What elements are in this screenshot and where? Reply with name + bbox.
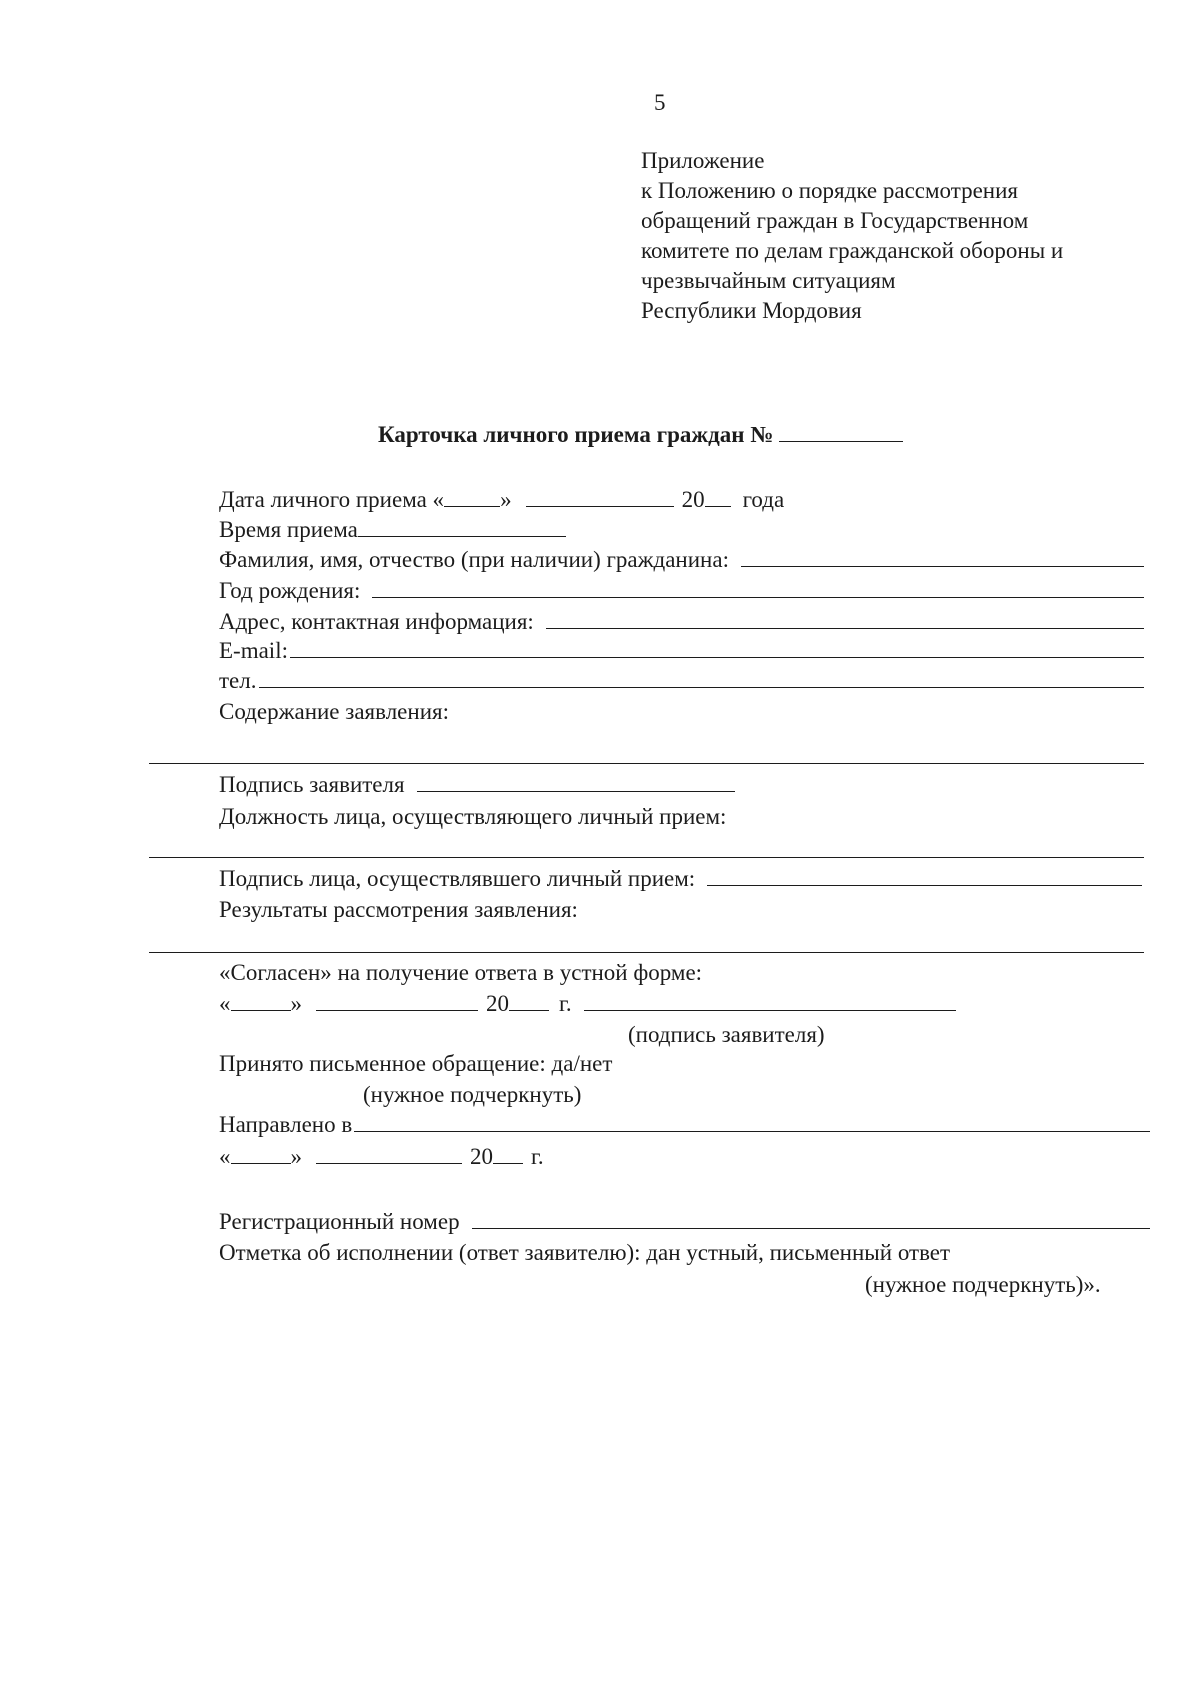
sent-open-quote: «: [219, 1144, 231, 1169]
appendix-line: комитете по делам гражданской обороны и: [641, 238, 1064, 263]
birth-row: [219, 578, 1144, 604]
execution-hint: (нужное подчеркнуть)».: [865, 1272, 1101, 1297]
day-blank: [444, 486, 500, 507]
appendix-line: к Положению о порядке рассмотрения: [641, 178, 1018, 203]
official-position-label: Должность лица, осуществляющего личный прием:: [219, 804, 727, 829]
email-blank: [290, 639, 1144, 658]
date-suffix: года: [742, 487, 785, 512]
agree-day-blank: [231, 990, 291, 1011]
month-blank: [526, 486, 674, 507]
sent-to-row: [219, 1112, 1150, 1138]
appendix-header: [641, 146, 1063, 326]
sent-to-label: Направлено в: [219, 1112, 353, 1137]
official-signature-blank: [707, 867, 1142, 886]
phone-label: тел.: [219, 668, 257, 693]
reg-number-label: Регистрационный номер: [219, 1209, 460, 1234]
execution-row: [219, 1240, 950, 1266]
address-label: Адрес, контактная информация:: [219, 609, 534, 634]
official-signature-label: Подпись лица, осуществлявшего личный прием:: [219, 866, 696, 891]
agree-open-quote: «: [219, 991, 231, 1016]
agree-year-blank: [509, 990, 549, 1011]
results-label: Результаты рассмотрения заявления:: [219, 897, 578, 922]
time-row: [219, 516, 566, 543]
birth-blank: [372, 579, 1144, 598]
sent-year-prefix: 20: [470, 1144, 493, 1169]
address-row: [219, 609, 1144, 635]
sent-date-row: [219, 1143, 544, 1170]
phone-row: [219, 668, 1144, 694]
year-blank: [705, 486, 731, 507]
time-label: Время приема: [219, 517, 358, 542]
applicant-signature-row: [219, 771, 735, 798]
sent-month-blank: [316, 1143, 462, 1164]
sent-close-quote: »: [290, 1144, 302, 1169]
agree-year-prefix: 20: [486, 991, 509, 1016]
fio-row: [219, 547, 1144, 573]
appendix-line: обращений граждан в Государственном: [641, 208, 1029, 233]
official-position-blank-line: [149, 857, 1144, 858]
sent-day-blank: [231, 1143, 291, 1164]
agree-signature-blank: [584, 990, 956, 1011]
agree-label: «Согласен» на получение ответа в устной форме:: [219, 960, 703, 985]
date-label: Дата личного приема «: [219, 487, 445, 512]
results-row: [219, 897, 578, 923]
official-signature-row: [219, 866, 1142, 892]
phone-blank: [259, 669, 1145, 688]
execution-label: Отметка об исполнении (ответ заявителю): дан устный, письменный ответ: [219, 1240, 951, 1265]
official-position-row: [219, 804, 726, 830]
written-accepted-row: [219, 1051, 612, 1077]
sent-to-blank: [354, 1113, 1150, 1132]
date-close-quote: »: [500, 487, 512, 512]
content-blank-line: [149, 763, 1144, 764]
applicant-signature-blank: [417, 771, 735, 792]
date-year-prefix: 20: [681, 487, 705, 512]
signature-hint: (подпись заявителя): [628, 1022, 825, 1047]
appendix-line: чрезвычайным ситуациям: [641, 268, 896, 293]
reg-number-row: [219, 1209, 1150, 1235]
birth-label: Год рождения:: [219, 578, 361, 603]
applicant-signature-label: Подпись заявителя: [219, 772, 405, 797]
email-row: [219, 638, 1144, 664]
appendix-line: Приложение: [641, 148, 765, 173]
card-number-blank: [779, 421, 903, 442]
time-blank: [358, 516, 566, 537]
agree-row: [219, 960, 702, 986]
agree-month-blank: [316, 990, 478, 1011]
sent-year-blank: [493, 1143, 523, 1164]
fio-label: Фамилия, имя, отчество (при наличии) гражданина:: [219, 547, 729, 572]
page-number: 5: [654, 90, 666, 115]
card-title: [378, 421, 903, 448]
content-label: Содержание заявления:: [219, 699, 449, 724]
underline-hint: (нужное подчеркнуть): [363, 1082, 582, 1107]
agree-close-quote: »: [290, 991, 302, 1016]
agree-date-row: [219, 990, 956, 1017]
card-title-text: Карточка личного приема граждан №: [378, 422, 774, 447]
date-row: [219, 486, 784, 513]
reg-number-blank: [472, 1210, 1150, 1229]
written-accepted-label: Принято письменное обращение: да/нет: [219, 1051, 613, 1076]
fio-blank: [741, 548, 1144, 567]
agree-year-suffix: г.: [559, 991, 572, 1016]
results-blank-line: [149, 952, 1144, 953]
sent-year-suffix: г.: [531, 1144, 544, 1169]
appendix-line: Республики Мордовия: [641, 298, 862, 323]
address-blank: [546, 610, 1144, 629]
content-row: [219, 699, 449, 725]
email-label: E-mail:: [219, 638, 288, 663]
